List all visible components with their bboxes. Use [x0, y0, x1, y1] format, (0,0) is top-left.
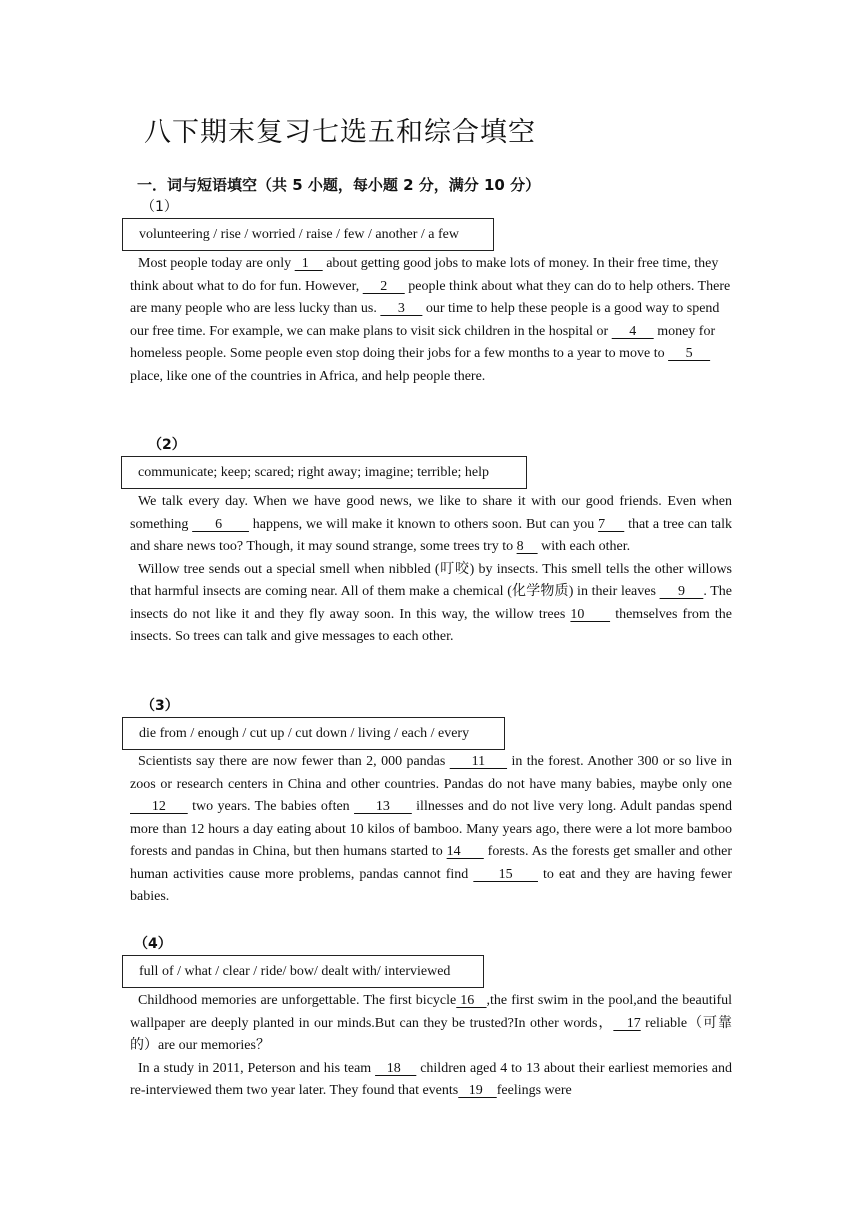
- blank-5: 5: [668, 346, 711, 361]
- blank-12: 12: [130, 799, 188, 814]
- passage-label-3: （3）: [141, 698, 179, 714]
- word-box-1: volunteering / rise / worried / raise / few / another / a few: [122, 218, 494, 251]
- paragraph: We talk every day. When we have good news, we like to share it with our good friends. Even when something 6 happens, we will make it known to others soon. But can you 7 that a tree can talk and share news too? Though, it may sound strange, some trees try to 8 with each other.: [130, 494, 732, 554]
- blank-3: 3: [380, 301, 423, 316]
- blank-2: 2: [362, 278, 405, 294]
- page-title: 八下期末复习七选五和综合填空: [144, 117, 536, 148]
- blank-8: 8: [516, 539, 538, 554]
- blank-1: 1: [294, 256, 323, 271]
- blank-18: 18: [375, 1060, 417, 1076]
- blank-19: 19: [458, 1083, 497, 1098]
- blank-11: 11: [449, 754, 508, 769]
- blank-4: 4: [611, 323, 654, 339]
- blank-7: 7: [598, 516, 625, 532]
- word-box-4: full of / what / clear / ride/ bow/ dealt with/ interviewed: [122, 955, 484, 988]
- passage-text-2: [130, 491, 732, 649]
- blank-16: 16: [456, 993, 487, 1008]
- blank-15: 15: [473, 866, 538, 882]
- blank-9: 9: [659, 584, 704, 599]
- word-box-3: die from / enough / cut up / cut down / living / each / every: [122, 717, 505, 750]
- blank-10: 10: [570, 606, 611, 622]
- passage-label-4: （4）: [134, 936, 172, 952]
- blank-14: 14: [446, 844, 484, 859]
- paragraph: Willow tree sends out a special smell when nibbled (叮咬) by insects. This smell tells the other willows that harmful insects are coming near. All of them make a chemical (化学物质) in their leaves 9 . The insects do not like it and they fly away soon. In this way, the willow trees 10 themselves from the insects. So trees can talk and give messages to each other.: [130, 561, 732, 644]
- section-heading: 一．词与短语填空（共 5 小题，每小题 2 分，满分 10 分）: [137, 176, 541, 194]
- passage-label-1: （1）: [141, 199, 178, 215]
- paragraph: Most people today are only 1 about getting good jobs to make lots of money. In their free time, they think about what to do for fun. However, 2 people think about what they can do to help others. There are many people who are less lucky than us. 3 our time to help these people is a good way to spend our free time. For example, we can make plans to visit sick children in the hospital or 4 money for homeless people. Some people even stop doing their jobs for a few months to a year to move to 5 place, like one of the countries in Africa, and help people there.: [130, 256, 731, 384]
- word-box-2: communicate; keep; scared; right away; imagine; terrible; help: [121, 456, 527, 489]
- blank-6: 6: [192, 516, 249, 532]
- passage-text-1: [130, 253, 732, 388]
- blank-17: 17: [613, 1015, 641, 1031]
- paragraph: Childhood memories are unforgettable. The first bicycle 16 ,the first swim in the pool,and the beautiful wallpaper are deeply planted in our minds.But can they be trusted?In other words， 17 reliable（可靠的）are our memories？: [130, 993, 733, 1053]
- passage-text-3: [130, 751, 732, 909]
- paragraph: In a study in 2011, Peterson and his team 18 children aged 4 to 13 about their earliest memories and re-interviewed them two year later. They found that events 19 feelings were: [130, 1060, 732, 1098]
- passage-label-2: （2）: [148, 437, 186, 453]
- passage-text-4: [130, 990, 732, 1103]
- paragraph: Scientists say there are now fewer than 2, 000 pandas 11 in the forest. Another 300 or so live in zoos or research centers in China and other countries. Pandas do not have many babies, maybe only one 12 two years. The babies often 13 illnesses and do not live very long. Adult pandas spend more than 12 hours a day eating about 10 kilos of bamboo. Many years ago, there were a lot more bamboo forests and pandas in China, but then humans started to 14 forests. As the forests get smaller and other human activities cause more problems, pandas cannot find 15 to eat and they are having fewer babies.: [130, 754, 733, 904]
- blank-13: 13: [354, 799, 412, 814]
